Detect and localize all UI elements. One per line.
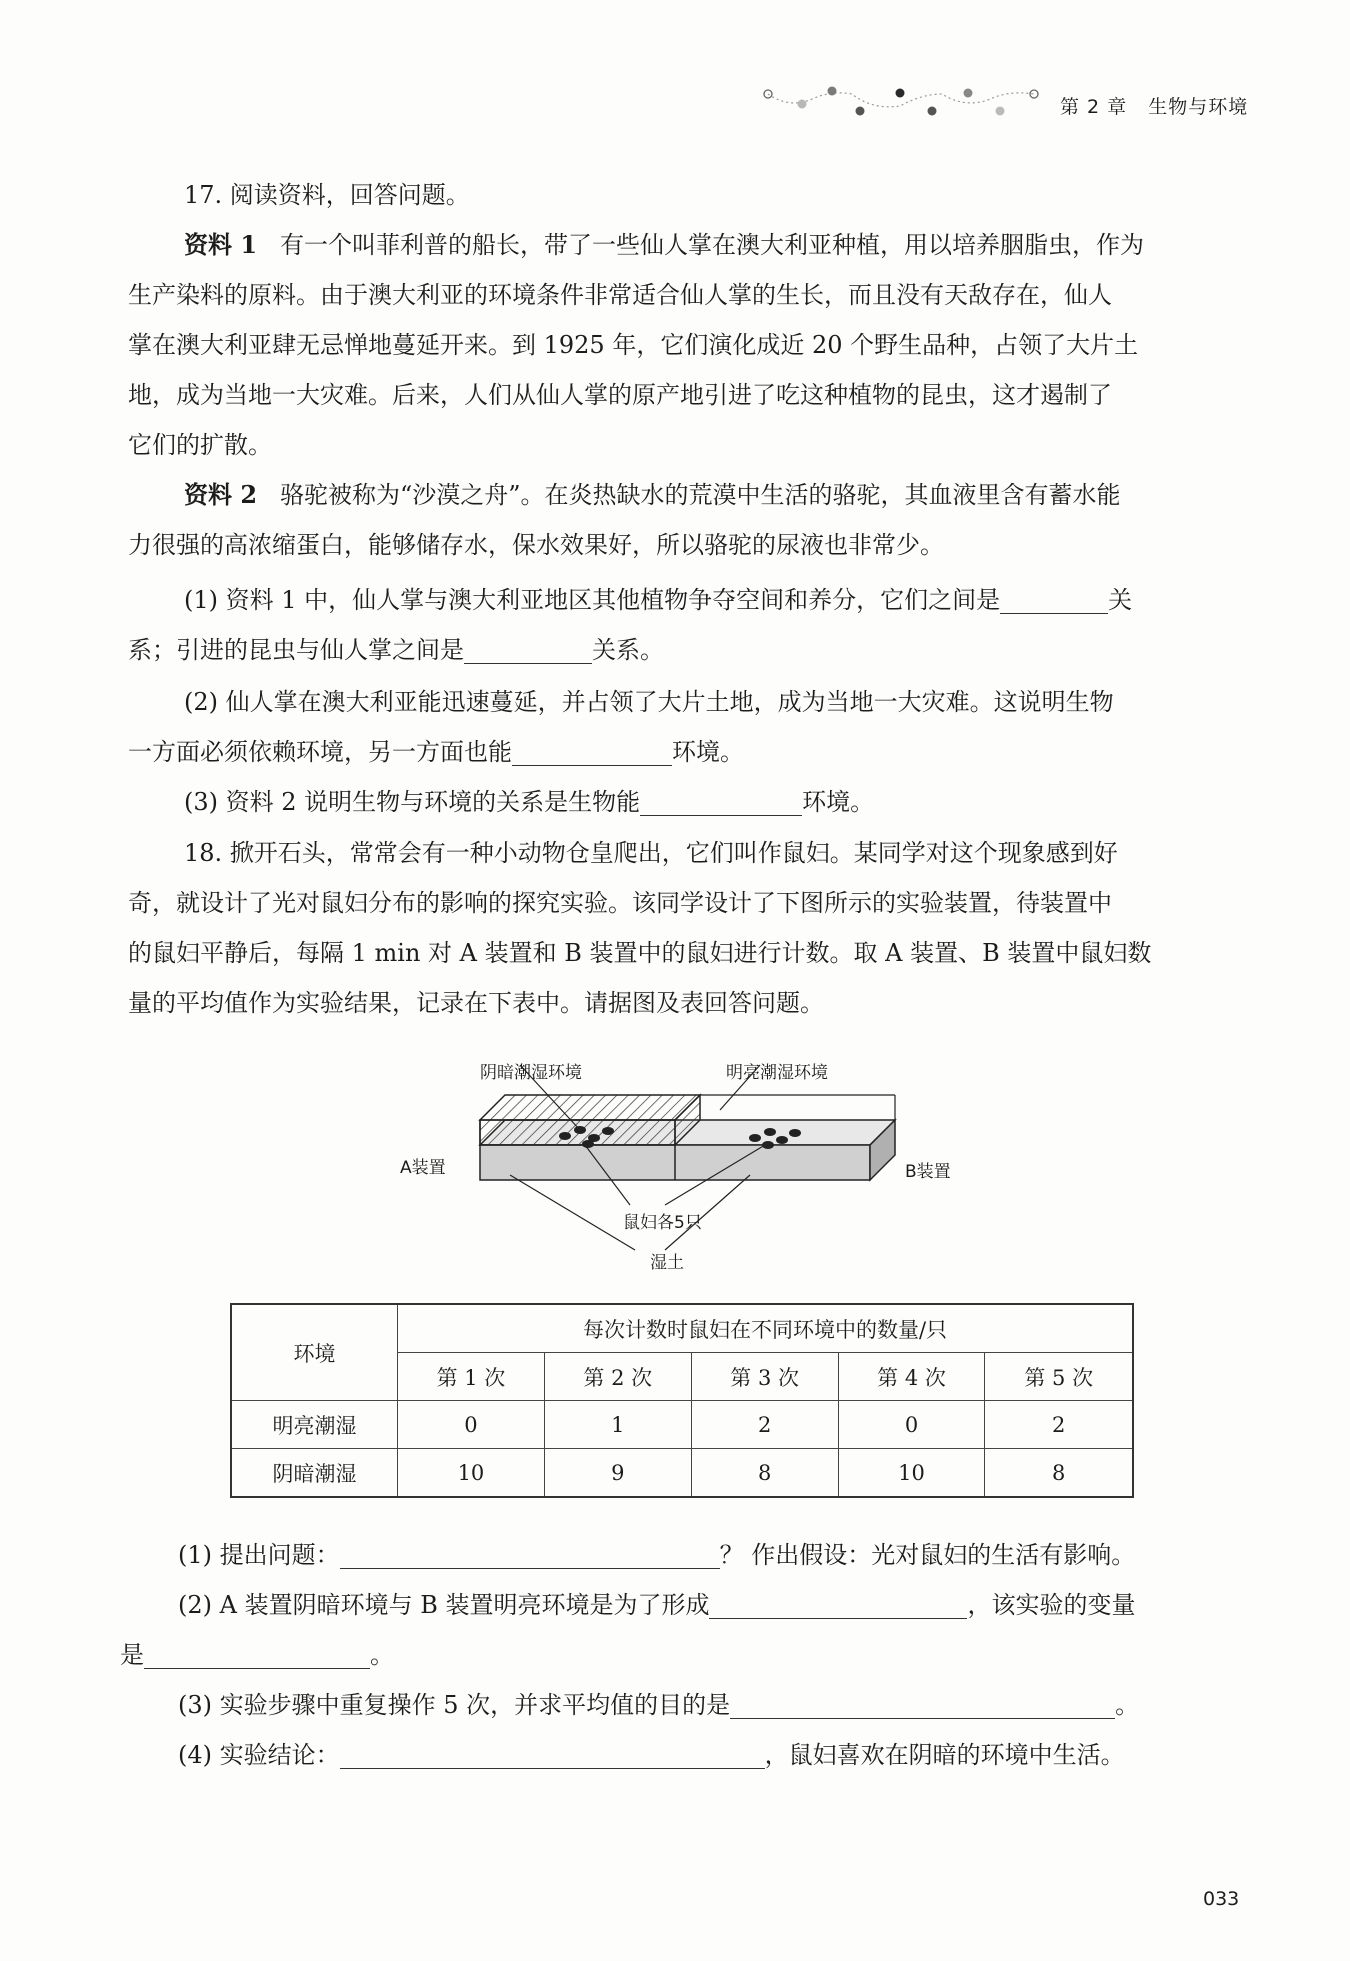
table-col-5: 第 5 次 (985, 1353, 1133, 1401)
q18-sub4-blank[interactable] (340, 1738, 765, 1769)
q18-sub3-blank[interactable] (730, 1688, 1115, 1719)
q17-sub2-line2 (128, 727, 744, 777)
header-decoration (760, 80, 1050, 120)
q18-sub4-end: ，鼠妇喜欢在阴暗的环境中生活。 (764, 1741, 1125, 1769)
label-woodlice: 鼠妇各5只 (623, 1213, 702, 1233)
row-name-dark: 阴暗潮湿 (231, 1449, 398, 1498)
q18-sub2-mid: ，该实验的变量 (967, 1591, 1136, 1619)
cell: 10 (398, 1449, 545, 1498)
q18-sub4 (178, 1730, 1125, 1780)
q18-sub1-text: (1) 提出问题： (178, 1541, 340, 1569)
cell: 0 (838, 1401, 985, 1449)
q18-sub2-line1 (178, 1580, 1135, 1630)
q17-sub1-line1 (184, 575, 1132, 625)
q18-sub3 (178, 1680, 1139, 1730)
label-dark-env: 阴暗潮湿环境 (480, 1063, 582, 1083)
q17-material2-line1 (184, 470, 1121, 520)
q18-line2: 奇，就设计了光对鼠妇分布的影响的探究实验。该同学设计了下图所示的实验装置，待装置中 (128, 889, 1112, 917)
q17-sub3 (184, 777, 874, 827)
q18-sub2-line2 (120, 1630, 394, 1680)
q17-sub3-text: (3) 资料 2 说明生物与环境的关系是生物能 (184, 788, 641, 816)
q17-sub1-text2: 系；引进的昆虫与仙人掌之间是 (128, 636, 464, 664)
q17-material2-line2: 力很强的高浓缩蛋白，能够储存水，保水效果好，所以骆驼的尿液也非常少。 (128, 531, 944, 559)
cell: 8 (691, 1449, 838, 1498)
chapter-header (1060, 92, 1248, 119)
chapter-number: 第 2 章 (1060, 96, 1128, 118)
q17-material1-line5: 它们的扩散。 (128, 431, 272, 459)
q17-sub2-text: 一方面必须依赖环境，另一方面也能 (128, 738, 512, 766)
cell: 0 (398, 1401, 545, 1449)
q18-sub2-blank1[interactable] (709, 1588, 967, 1619)
q18-line3: 的鼠妇平静后，每隔 1 min 对 A 装置和 B 装置中的鼠妇进行计数。取 A 装置、B 装置中鼠妇数 (128, 939, 1152, 967)
table-col-3: 第 3 次 (691, 1353, 838, 1401)
q17-sub2-end: 环境。 (672, 738, 744, 766)
q18-line1: 18. 掀开石头，常常会有一种小动物仓皇爬出，它们叫作鼠妇。某同学对这个现象感到好 (184, 839, 1118, 867)
q17-sub1-blank1[interactable] (1000, 583, 1108, 614)
q18-sub4-text: (4) 实验结论： (178, 1741, 340, 1769)
q18-sub3-text: (3) 实验步骤中重复操作 5 次，并求平均值的目的是 (178, 1691, 731, 1719)
row-name-bright: 明亮潮湿 (231, 1401, 398, 1449)
table-header-env: 环境 (231, 1304, 398, 1401)
q17-material1-line3: 掌在澳大利亚肆无忌惮地蔓延开来。到 1925 年，它们演化成近 20 个野生品种，占领了大片土 (128, 331, 1139, 359)
q18-sub2-end: 。 (370, 1641, 394, 1669)
q18-sub2-text: (2) A 装置阴暗环境与 B 装置明亮环境是为了形成 (178, 1591, 710, 1619)
table-col-4: 第 4 次 (838, 1353, 985, 1401)
label-device-b: B装置 (905, 1162, 951, 1182)
q17-material1-label: 资料 1 (184, 230, 258, 259)
q17-material1-line1 (184, 220, 1144, 270)
cell: 8 (985, 1449, 1133, 1498)
q17-material1-line2: 生产染料的原料。由于澳大利亚的环境条件非常适合仙人掌的生长，而且没有天敌存在，仙人 (128, 281, 1112, 309)
cell: 10 (838, 1449, 985, 1498)
label-soil: 湿土 (650, 1253, 684, 1273)
q18-line4: 量的平均值作为实验结果，记录在下表中。请据图及表回答问题。 (128, 989, 824, 1017)
q17-sub1-text: (1) 资料 1 中，仙人掌与澳大利亚地区其他植物争夺空间和养分，它们之间是 (184, 586, 1001, 614)
cell: 9 (544, 1449, 691, 1498)
page-number: 033 (1203, 1888, 1240, 1910)
q17-sub1-blank2[interactable] (464, 633, 592, 664)
q17-material1-line4: 地，成为当地一大灾难。后来，人们从仙人掌的原产地引进了吃这种植物的昆虫，这才遏制了 (128, 381, 1112, 409)
q18-sub1 (178, 1530, 1135, 1580)
chapter-title: 生物与环境 (1148, 96, 1249, 118)
woodlice-count-table (230, 1303, 1134, 1498)
cell: 2 (985, 1401, 1133, 1449)
q17-sub1-tail: 关 (1108, 586, 1133, 614)
label-bright-env: 明亮潮湿环境 (726, 1063, 828, 1083)
label-device-a: A装置 (400, 1158, 446, 1178)
table-col-2: 第 2 次 (544, 1353, 691, 1401)
q17-sub2-blank[interactable] (512, 735, 672, 766)
q17-sub3-blank[interactable] (640, 785, 802, 816)
table-col-1: 第 1 次 (398, 1353, 545, 1401)
q17-title: 17. 阅读资料，回答问题。 (184, 181, 470, 209)
table-row (231, 1401, 1133, 1449)
q18-sub1-blank[interactable] (340, 1538, 720, 1569)
table-header-group: 每次计数时鼠妇在不同环境中的数量/只 (398, 1304, 1134, 1353)
q17-sub2-line1: (2) 仙人掌在澳大利亚能迅速蔓延，并占领了大片土地，成为当地一大灾难。这说明生物 (184, 688, 1114, 716)
cell: 2 (691, 1401, 838, 1449)
q18-sub3-end: 。 (1115, 1691, 1140, 1719)
q17-material1-text: 有一个叫菲利普的船长，带了一些仙人掌在澳大利亚种植，用以培养胭脂虫，作为 (279, 231, 1144, 259)
q18-sub1-end: ？ 作出假设：光对鼠妇的生活有影响。 (719, 1541, 1136, 1569)
q18-sub2-text2: 是 (120, 1641, 144, 1669)
q17-sub1-line2 (128, 625, 664, 675)
table-row (231, 1449, 1133, 1498)
experiment-diagram (390, 1050, 950, 1280)
q17-material2-label: 资料 2 (184, 480, 258, 509)
q17-sub1-end: 关系。 (592, 636, 664, 664)
q17-material2-text: 骆驼被称为“沙漠之舟”。在炎热缺水的荒漠中生活的骆驼，其血液里含有蓄水能 (279, 481, 1121, 509)
q17-sub3-end: 环境。 (802, 788, 875, 816)
cell: 1 (544, 1401, 691, 1449)
q18-sub2-blank2[interactable] (144, 1638, 370, 1669)
